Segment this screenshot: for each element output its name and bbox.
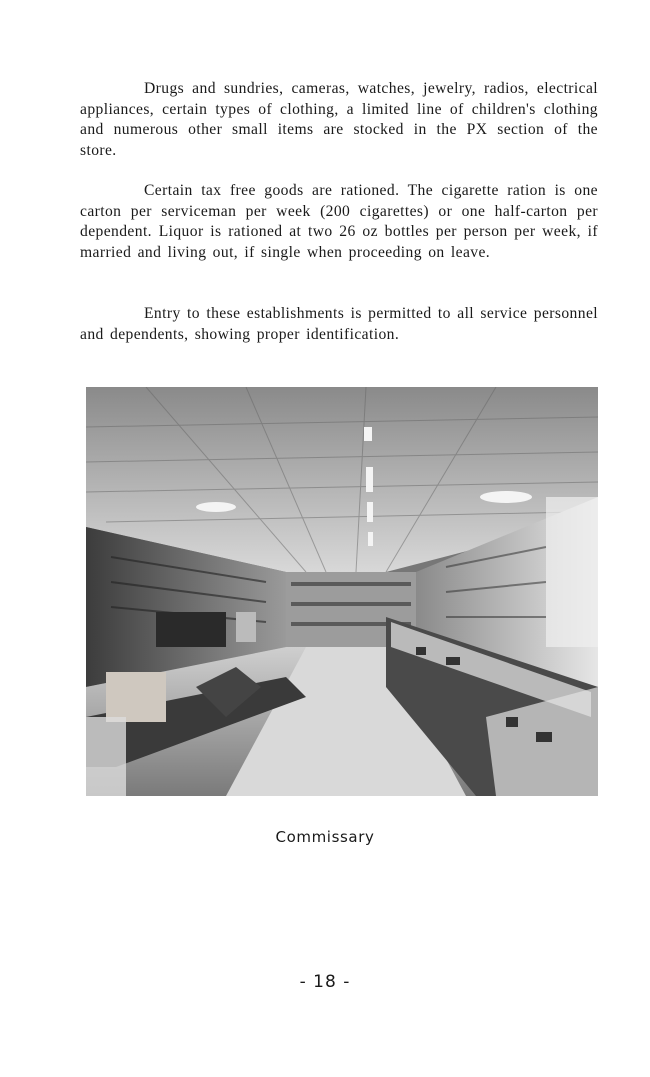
photo-caption: Commissary [275, 828, 375, 846]
commissary-photo [86, 387, 598, 796]
paragraph-text: Entry to these establishments is permitted to all service personnel and dependents, showing proper identification. [80, 305, 598, 343]
paragraph-entry [80, 304, 598, 345]
paragraph-text: Certain tax free goods are rationed. The cigarette ration is one carton per serviceman per week (200 cigarettes) or one half-carton per dependent. Liquor is rationed at two 26 oz bottles per person per week, if married and living out, if single when proceeding on leave. [80, 182, 598, 261]
page-number: - 18 - [299, 972, 351, 992]
paragraph-text: Drugs and sundries, cameras, watches, jewelry, radios, electrical appliances, certain types of clothing, a limited line of children's clothing and numerous other small items are stocked in the PX section of the store. [80, 80, 598, 159]
paragraph-px-section [80, 79, 598, 161]
paragraph-rationing [80, 181, 598, 263]
